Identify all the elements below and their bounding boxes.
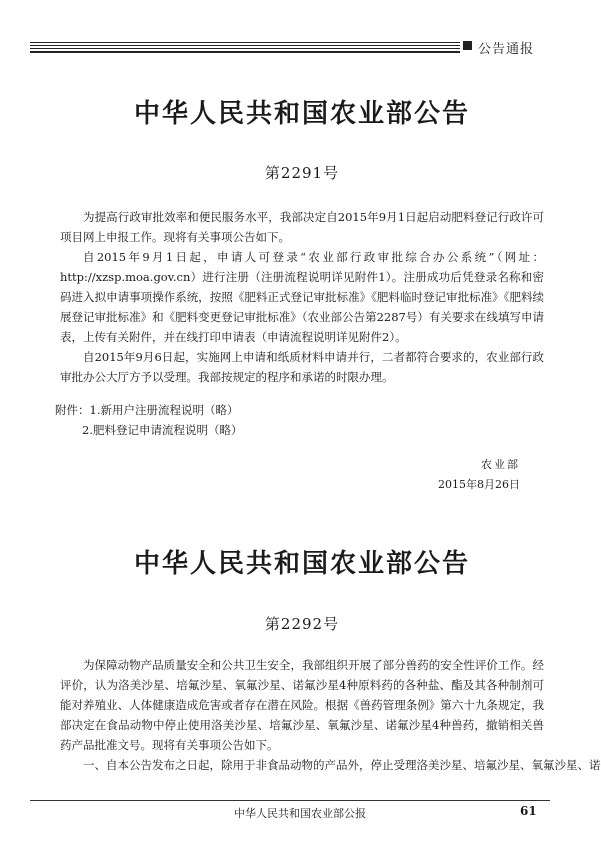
attachment-item: 附件：1.新用户注册流程说明（略） xyxy=(55,403,239,417)
notice-title: 中华人民共和国农业部公告 xyxy=(133,99,470,129)
paragraph: 一、自本公告发布之日起，除用于非食品动物的产品外，停止受理洛美沙星、培氟沙星、氧氟沙星、诺 xyxy=(83,758,601,772)
section-label: 公告通报 xyxy=(478,42,535,57)
header-square-icon xyxy=(463,41,472,50)
header-rule xyxy=(30,42,460,53)
notice-number: 第2291号 xyxy=(264,164,340,182)
notice-title: 中华人民共和国农业部公告 xyxy=(133,549,470,579)
footer-publication-title: 中华人民共和国农业部公报 xyxy=(234,807,366,820)
signature-date: 2015年8月26日 xyxy=(438,478,520,491)
paragraph: 自2015年9月6日起，实施网上申请和纸质材料申请并行，二者都符合要求的，农业部行政审批办公大厅方予以受理。我部按规定的程序和承诺的时限办理。 xyxy=(60,350,544,384)
paragraph: 自2015年9月1日起，申请人可登录“农业部行政审批综合办公系统”（网址：http://xzsp.moa.gov.cn）进行注册（注册流程说明详见附件1）。注册成功后凭登录名称和密码进入拟申请事项操作系统，按照《肥料正式登记审批标准》《肥料临时登记审批标准》《肥料续展登记审批标准》和《肥料变更登记审批标准》（农业部公告第2287号）有关要求在线填写申请表，上传有关附件，并在线打印申请表（申请流程说明详见附件2）。 xyxy=(60,250,544,344)
attachment-item: 2.肥料登记申请流程说明（略） xyxy=(82,423,243,437)
footer-rule xyxy=(30,800,550,801)
signer: 农业部 xyxy=(481,458,520,471)
notice-number: 第2292号 xyxy=(264,615,340,633)
paragraph: 为提高行政审批效率和便民服务水平，我部决定自2015年9月1日起启动肥料登记行政许可项目网上申报工作。现将有关事项公告如下。 xyxy=(60,210,544,244)
paragraph: 为保障动物产品质量安全和公共卫生安全，我部组织开展了部分兽药的安全性评价工作。经评价，认为洛美沙星、培氟沙星、氧氟沙星、诺氟沙星4种原料药的各种盐、酯及其各种制剂可能对养殖业、人体健康造成危害或者存在潜在风险。根据《兽药管理条例》第六十九条规定，我部决定在食品动物中停止使用洛美沙星、培氟沙星、氧氟沙星、诺氟沙星4种兽药，撤销相关兽药产品批准文号。现将有关事项公告如下。 xyxy=(60,658,544,752)
page-number: 61 xyxy=(520,804,537,818)
